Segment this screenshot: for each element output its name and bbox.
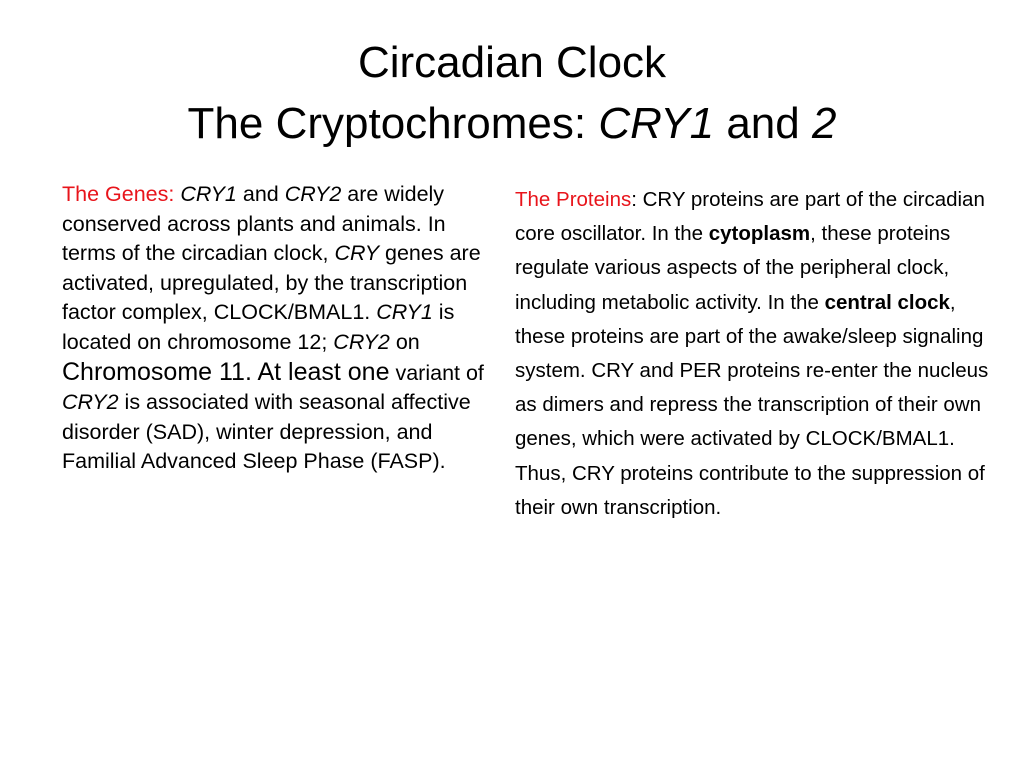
gene-cry2: CRY2 [284, 182, 342, 206]
title-gene-cry1: CRY1 [598, 99, 715, 148]
term-central-clock: central clock [824, 290, 950, 314]
genes-chromosome-11: Chromosome 11. At least one [62, 357, 390, 386]
proteins-text-3: , these proteins are part of the awake/sleep signaling system. CRY and PER proteins re-enter the nucleus as dimers and repress the transcription of their own genes, which were activated by CLOCK/BMAL1. Thus, CRY proteins contribute to the suppression of their own transcription. [515, 290, 989, 519]
genes-text-4: variant of [389, 360, 484, 385]
title-line-2-prefix: The Cryptochromes: [187, 99, 599, 148]
proteins-paragraph [515, 183, 993, 525]
genes-text-5: is associated with seasonal affective disorder (SAD), winter depression, and Familial Advanced Sleep Phase (FASP). [62, 390, 471, 474]
title-gene-number: 2 [811, 99, 837, 148]
proteins-text-block [515, 183, 993, 525]
term-cytoplasm: cytoplasm [708, 222, 811, 246]
slide-title [40, 32, 984, 154]
genes-text-2: genes are activated, upregulated, by the transcription factor complex, CLOCK/BMAL1. [62, 241, 481, 325]
genes-paragraph [62, 180, 492, 477]
genes-heading: The Genes: [62, 182, 181, 206]
title-line-2 [40, 93, 984, 154]
proteins-text-1: : CRY proteins are part of the circadian core oscillator. In the [515, 188, 985, 246]
genes-text-3: is located on chromosome 12; [62, 300, 455, 354]
genes-text-block [62, 180, 492, 477]
title-and: and [714, 99, 812, 148]
genes-and: and [236, 182, 285, 206]
gene-cry1: CRY1 [180, 182, 237, 206]
proteins-text-2: , these proteins regulate various aspects of the peripheral clock, including metabolic activity. In the [515, 222, 951, 314]
title-line-1: Circadian Clock [357, 38, 667, 87]
genes-on: on [389, 329, 420, 354]
gene-cry1-location: CRY1 [376, 300, 433, 325]
gene-cry2-variant: CRY2 [62, 390, 119, 415]
genes-text-1: are widely conserved across plants and animals. In terms of the circadian clock, [62, 182, 446, 266]
gene-cry: CRY [334, 241, 380, 266]
proteins-heading: The Proteins [515, 188, 632, 211]
gene-cry2-location: CRY2 [333, 329, 390, 354]
